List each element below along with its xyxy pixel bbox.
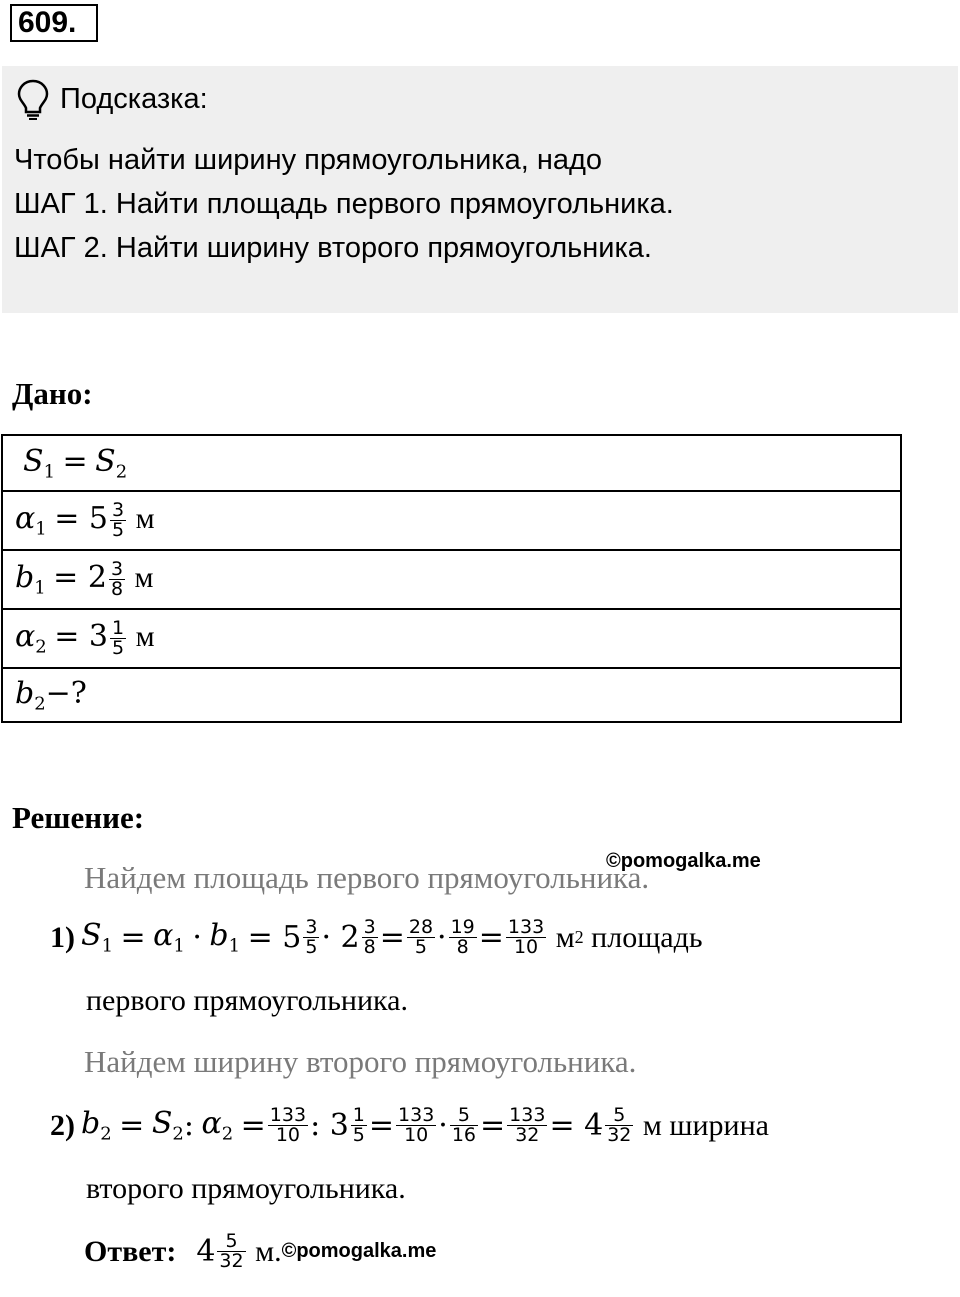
given-row bbox=[2, 609, 901, 668]
step2-tail: м ширина bbox=[642, 1108, 769, 1142]
hint-line-step1 bbox=[14, 188, 674, 221]
answer-unit: м. bbox=[255, 1234, 282, 1268]
given-cell-b2: $b_2-$? bbox=[2, 668, 901, 722]
answer-label: Ответ: bbox=[84, 1234, 177, 1268]
lightbulb-icon bbox=[16, 78, 50, 120]
hint-header bbox=[16, 78, 208, 120]
hint-box bbox=[2, 66, 958, 313]
given-cell-a2: $\alpha_2 = 3$ $\frac{1}{5}$ м bbox=[2, 609, 901, 668]
answer-line: Ответ: 4 $\frac{5}{32}$ м. ©pomogalka.me bbox=[84, 1230, 437, 1272]
hint-line-step2 bbox=[14, 232, 652, 265]
watermark: ©pomogalka.me bbox=[606, 850, 761, 872]
given-cell-a1: $\alpha_1 = 5$ $\frac{3}{5}$ м bbox=[2, 491, 901, 550]
given-cell-s1-s2: $S_1 = S_2$ bbox=[2, 435, 901, 491]
solution-label: Решение: bbox=[12, 800, 145, 835]
solution-intro-2: Найдем ширину второго прямоугольника. bbox=[84, 1044, 637, 1079]
given-row bbox=[2, 668, 901, 722]
hint-step2-text: Найти ширину второго прямоугольника. bbox=[107, 232, 652, 264]
step-index: 2) bbox=[50, 1108, 75, 1142]
hint-step1-text: Найти площадь первого прямоугольника. bbox=[107, 188, 674, 220]
step-index: 1) bbox=[50, 920, 75, 954]
solution-intro-1: Найдем площадь первого прямоугольника. bbox=[84, 860, 650, 895]
solution-step-1-continuation: первого прямоугольника. bbox=[86, 984, 408, 1017]
solution-step-2-continuation: второго прямоугольника. bbox=[86, 1172, 406, 1205]
given-row bbox=[2, 491, 901, 550]
hint-title: Подсказка: bbox=[60, 82, 208, 115]
hint-step2-label: ШАГ 2. bbox=[14, 232, 108, 264]
solution-step-1: 1) $S_1$ = $\alpha_1$ · $b_1$ = 5 $\frac{3}{5}$ · 2 $\frac{3}{8}$ = $\frac{28}{5}$ · $\frac{19}{8}$ = $\frac{133}{10}$ м 2 площадь bbox=[50, 916, 703, 958]
given-label: Дано: bbox=[12, 376, 93, 411]
given-row bbox=[2, 435, 901, 491]
given-cell-b1: $b_1 = 2$ $\frac{3}{8}$ м bbox=[2, 550, 901, 609]
given-row bbox=[2, 550, 901, 609]
hint-line-intro: Чтобы найти ширину прямоугольника, надо bbox=[14, 144, 603, 176]
solution-step-2: 2) $b_2$ = $S_2$ : $\alpha_2$ = $\frac{133}{10}$ : 3 $\frac{1}{5}$ = $\frac{133}{10}$ · $\frac{5}{16}$ = $\frac{133}{32}$ = 4 $\frac{5}{32}$ м ширина bbox=[50, 1104, 769, 1146]
hint-step1-label: ШАГ 1. bbox=[14, 188, 108, 220]
step1-tail: площадь bbox=[591, 920, 703, 954]
watermark: ©pomogalka.me bbox=[281, 1240, 437, 1262]
problem-number: 609. bbox=[10, 4, 98, 42]
given-table bbox=[1, 434, 902, 723]
